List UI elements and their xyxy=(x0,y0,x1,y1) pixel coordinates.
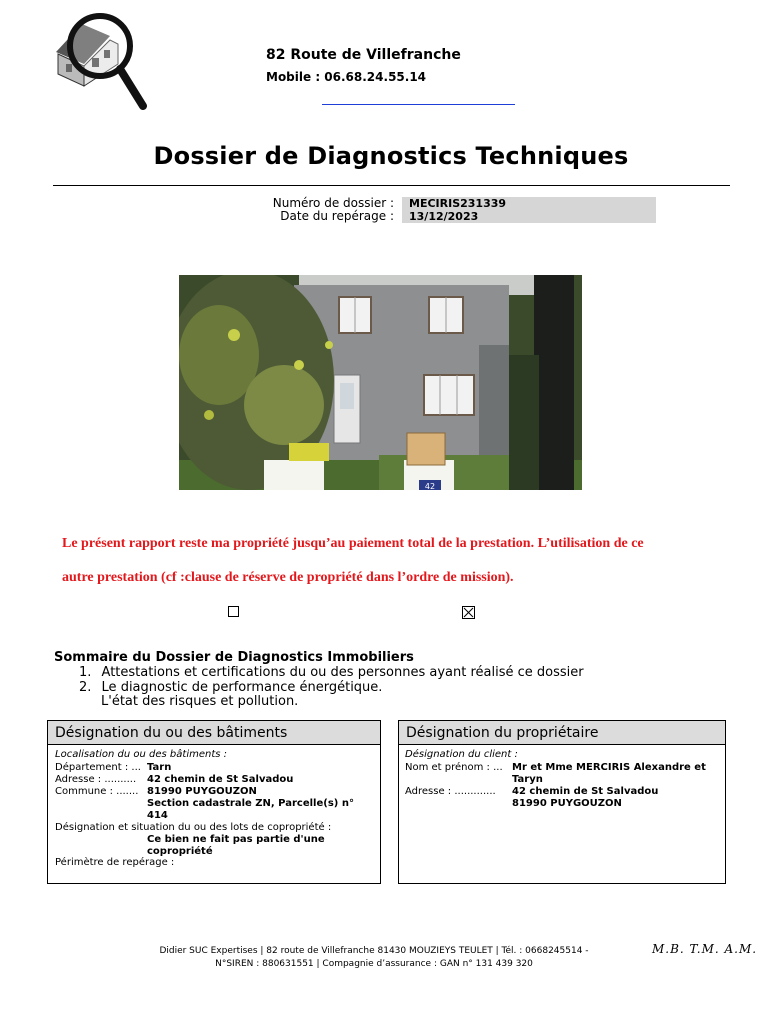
summary-title: Sommaire du Dossier de Diagnostics Immobiliers xyxy=(54,650,414,665)
copropriete-label: Désignation et situation du ou des lots de copropriété : xyxy=(55,822,332,833)
building-location-label: Localisation du ou des bâtiments : xyxy=(55,749,228,760)
owner-designation-heading: Désignation du propriétaire xyxy=(399,721,725,745)
owner-name-label: Nom et prénom : ... xyxy=(405,762,503,773)
title-divider xyxy=(53,185,730,186)
commune-label: Commune : ....... xyxy=(55,786,139,797)
survey-date-label: Date du repérage : xyxy=(280,209,394,223)
checkbox-unchecked[interactable] xyxy=(228,606,239,617)
department-label: Département : ... xyxy=(55,762,141,773)
summary-item-3: L'état des risques et pollution. xyxy=(101,694,299,709)
building-designation-heading: Désignation du ou des bâtiments xyxy=(48,721,380,745)
house-photo xyxy=(179,275,582,490)
cadastral-parcel: 414 xyxy=(147,810,168,821)
perimetre-label: Périmètre de repérage : xyxy=(55,857,175,868)
summary-item-2 xyxy=(79,680,382,695)
header-link-underline[interactable] xyxy=(322,104,515,105)
copropriete-value-1: Ce bien ne fait pas partie d'une xyxy=(147,834,325,845)
house-number-plaque: 42 xyxy=(424,482,436,490)
building-address-value: 42 chemin de St Salvadou xyxy=(147,774,294,785)
commune-value: 81990 PUYGOUZON xyxy=(147,786,257,797)
department-value: Tarn xyxy=(147,762,172,773)
company-mobile: Mobile : 06.68.24.55.14 xyxy=(266,70,427,84)
owner-name-value-2: Taryn xyxy=(512,774,543,785)
company-address: 82 Route de Villefranche xyxy=(266,47,461,63)
footer-company-info: Didier SUC Expertises | 82 route de Villefranche 81430 MOUZIEYS TEULET | Tél. : 0668245514 - xyxy=(159,946,589,956)
owner-address-value-1: 42 chemin de St Salvadou xyxy=(512,786,659,797)
cadastral-section: Section cadastrale ZN, Parcelle(s) n° xyxy=(147,798,354,809)
building-address-label: Adresse : .......... xyxy=(55,774,137,785)
owner-address-value-2: 81990 PUYGOUZON xyxy=(512,798,622,809)
owner-name-value-1: Mr et Mme MERCIRIS Alexandre et xyxy=(512,762,706,773)
summary-item-label: Le diagnostic de performance énergétique. xyxy=(101,680,383,695)
client-label: Désignation du client : xyxy=(405,749,518,760)
owner-address-label: Adresse : ............. xyxy=(405,786,496,797)
building-designation-box xyxy=(47,720,381,884)
initials-signature: M.B. T.M. A.M. xyxy=(652,942,758,956)
dossier-number-label: Numéro de dossier : xyxy=(272,196,394,210)
magnifier-house-logo xyxy=(48,6,148,110)
summary-item-number: 2. xyxy=(79,680,92,695)
dossier-number-value: MECIRIS231339 xyxy=(402,197,656,210)
owner-designation-box xyxy=(398,720,726,884)
summary-item-number: 1. xyxy=(79,665,92,680)
ownership-notice-line-1: Le présent rapport reste ma propriété jusqu’au paiement total de la prestation. L’utilisation de ce xyxy=(62,536,644,551)
page-title: Dossier de Diagnostics Techniques xyxy=(153,142,629,170)
ownership-notice-line-2: autre prestation (cf :clause de réserve de propriété dans l’ordre de mission). xyxy=(62,570,514,585)
survey-date-value: 13/12/2023 xyxy=(402,210,656,223)
checkbox-checked[interactable] xyxy=(462,606,475,619)
summary-item-1 xyxy=(79,665,584,680)
footer-siren-insurance: N°SIREN : 880631551 | Compagnie d’assurance : GAN n° 131 439 320 xyxy=(215,959,533,969)
copropriete-value-2: copropriété xyxy=(147,846,213,857)
summary-item-label: Attestations et certifications du ou des personnes ayant réalisé ce dossier xyxy=(101,665,584,680)
